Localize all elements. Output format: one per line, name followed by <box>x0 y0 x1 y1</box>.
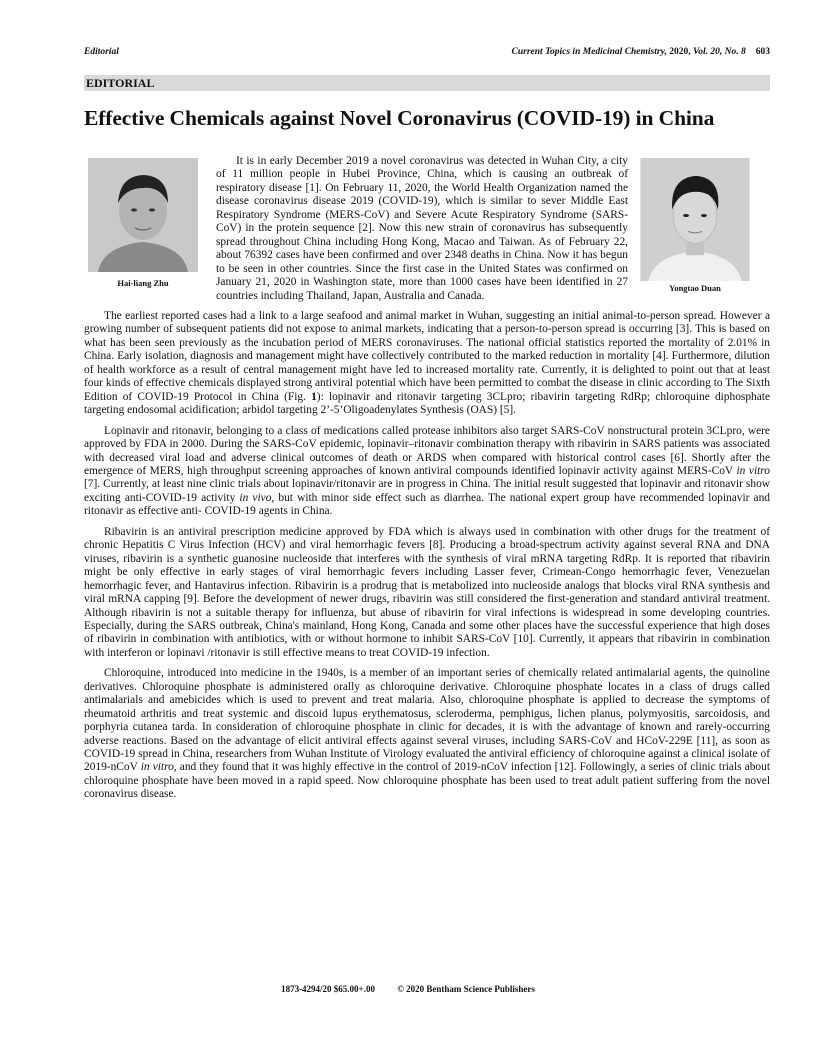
author-portrait-image <box>640 158 750 281</box>
author-photo-right <box>628 155 770 293</box>
article-title: Effective Chemicals against Novel Coronavirus (COVID-19) in China <box>84 106 715 130</box>
page-number: 603 <box>755 47 770 57</box>
section-band: EDITORIAL <box>84 75 770 91</box>
italic-text: in vitro <box>140 761 174 774</box>
paragraph <box>84 310 770 418</box>
issn-price: 1873-4294/20 $65.00+.00 <box>281 984 375 994</box>
text-run: ): lopinavir and ritonavir targeting 3CLpro; ribavirin targeting RdRp; chloroquine diphosphate targeting endosomal acidification; arbidol targeting 2’-5’Oligoadenylates Synthesis (OAS) [5]. <box>84 390 770 417</box>
author-caption: Hai-liang Zhu <box>117 278 169 289</box>
text-run: , and they found that it was highly effective in the control of 2019-nCoV infection [12]. Followingly, a series of clinic trials about chloroquine phosphate have been moved in a rapid speed. Now chloroquine phosphate has been used to treat adult patient suffering from the novel coronavirus disease. <box>84 761 770 801</box>
copyright: © 2020 Bentham Science Publishers <box>397 984 535 994</box>
text-run: Ribavirin is an antiviral prescription medicine approved by FDA which is always used in combination with other drugs for the treatment of chronic Hepatitis C Virus Infection (HCV) and viral hemorrhagic fevers [8]. Producing a broad-spectrum activity against several RNA and DNA viruses, ribavirin is a synthetic guanosine nucleoside that interferes with the synthesis of viral mRNA targeting RdRp. It is reported that ribavirin might be only effective in early stages of viral hemorrhagic fevers including Lasser fever, Crimean-Congo hemorrhagic fever, Venezuelan hemorrhagic fever, and Hantavirus infection. Ribavirin is a prodrug that is metabolized into nucleoside analogs that blocks viral RNA synthesis and viral mRNA capping [9]. Before the development of newer drugs, ribavirin was still considered the first-generation and standard antiviral treatment. Although ribavirin is not a suitable therapy for influenza, but abuse of ribavirin for viral infections is widespread in some developing countries. Especially, during the SARS outbreak, China's mainland, Hong Kong, Canada and some other places have the successful experience that high doses of ribavirin in combination with antibiotics, with or without hormone to inhibit SARS-CoV [10]. Currently, it appears that ribavirin in combination with interferon or lopinavi /ritonavir is still effective means to treat COVID-19 infection. <box>84 525 770 659</box>
paragraph <box>84 425 770 519</box>
journal-citation <box>512 47 770 57</box>
journal-year: 2020, <box>666 47 691 57</box>
author-caption: Yongtao Duan <box>669 283 721 293</box>
text-run: The earliest reported cases had a link to a large seafood and animal market in Wuhan, suggesting an initial animal-to-person spread. However a growing number of subsequent patients did not expose to animal markets, indicating that a person-to-person spread is occurring [3]. This is based on what has been seen previously as the incubation period of MERS coronaviruses. The national official statistics reported the mortality of 2.01% in China. Early isolation, diagnosis and management might have collectively contributed to the marked reduction in mortality [4]. Furthermore, dilution of health workforce as a result of central management might have led to increased mortality rate. Currently, it is delighted to point out that at least four kinds of effective chemicals displayed strong antiviral potential which have been permitted to combat the disease in clinic according to The Sixth Edition of COVID-19 Protocol in China (Fig. <box>84 309 770 403</box>
journal-name: Current Topics in Medicinal Chemistry, <box>511 47 667 57</box>
journal-volume: Vol. 20, No. 8 <box>690 47 746 57</box>
text-run: [7]. Currently, at least nine clinic trials about lopinavir/ritonavir are in progress in China. The initial result suggested that lopinavir and ritonavir show exciting anti-COVID-19 activity <box>84 478 770 504</box>
page-footer <box>0 984 816 994</box>
text-run: Chloroquine, introduced into medicine in the 1940s, is a member of an important series of chemically related antimalarial agents, the quinoline derivatives. Chloroquine phosphate is administered orally as chloroquine derivative. Chloroquine phosphate locates in a class of drugs called antimalarials and amebicides which is used to prevent and treat malaria. Also, chloroquine phosphate is applied to decrease the symptoms of rheumatoid arthritis and treat systemic and discoid lupus erythematosus, scleroderma, pemphigus, lichen planus, polymyositis, sarcoidosis, and porphyria cutanea tarda. In consideration of chloroquine phosphate in clinic for decades, it is with the advantage of known and rarely-occurring adverse reactions. Based on the advantage of elicit antiviral effects against several viruses, including SARS-CoV and HCoV-229E [11], as soon as COVID-19 spread in China, researchers from Wuhan Institute of Virology evaluated the antiviral efficiency of chloroquine against a clinical isolate of 2019-nCoV <box>84 667 770 774</box>
author-portrait-image <box>88 158 198 272</box>
paragraph <box>84 667 770 802</box>
italic-text: in vitro <box>736 464 770 477</box>
text-run: It is in early December 2019 a novel coronavirus was detected in Wuhan City, a city of 11 million people in Hubei Province, China, which is causing an outbreak of respiratory disease [1]. On February 11, 2020, the World Health Organization named the disease coronavirus disease 2019 (COVID-19), which is similar to sever Middle East Respiratory Syndrome (MERS-CoV) and Severe Acute Respiratory Syndrome (SARS-CoV) in the protein sequence [2]. Now this new strain of coronavirus has subsequently spread throughout China including Hong Kong, Macao and Taiwan. As of February 22, about 76392 cases have been confirmed and over 2348 deaths in China. Now it has begun to be seen in other countries. Since the first case in the United States was confirmed on January 21, 2020 in Washington state, more than 1000 cases have been identified in 27 countries including Thailand, Japan, Australia and Canada. <box>216 155 628 302</box>
text-run: , but with minor side effect such as diarrhea. The national expert group have recommended lopinavir and ritonavir as effective anti- COVID-19 agents in China. <box>84 491 770 518</box>
bold-text: 1 <box>311 390 317 403</box>
paragraph <box>84 526 770 661</box>
article-body <box>84 155 770 809</box>
running-header <box>84 47 770 57</box>
italic-text: in vivo <box>239 491 272 504</box>
text-run: Lopinavir and ritonavir, belonging to a class of medications called protease inhibitors also target SARS-CoV nonstructural protein 3CLpro, were approved by FDA in 2000. During the SARS-CoV epidemic, lopinavir–ritonavir combination therapy with ribavirin in SARS patients was associated with decreased viral load and adverse clinical outcomes of death or ARDS when compared with historical control cases [6]. Shortly after the emergence of MERS, high throughput screening approaches of known antiviral compounds identified lopinavir activity against MERS-CoV <box>84 424 770 477</box>
section-label: Editorial <box>84 47 119 57</box>
author-photo-left <box>84 155 216 293</box>
